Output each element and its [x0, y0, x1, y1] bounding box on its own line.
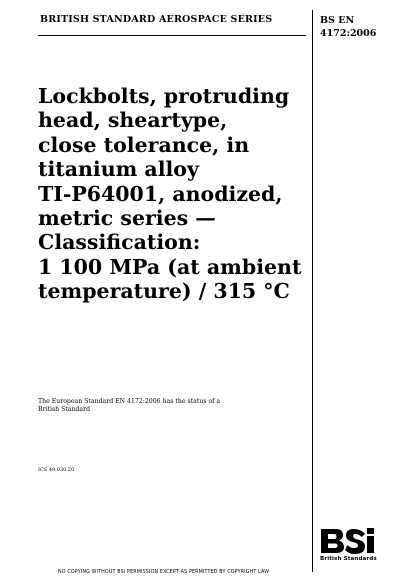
header-rule: [38, 35, 306, 36]
title-line: 1 100 MPa (at ambient: [38, 254, 302, 279]
bsi-logo-letter-s: [345, 529, 365, 554]
title-line: metric series —: [38, 206, 216, 231]
standard-number-line-2: 4172:2006: [320, 28, 377, 39]
title-line: close tolerance, in: [38, 132, 250, 157]
title-line: temperature) / 315 °C: [38, 279, 290, 304]
bsi-logo-letter-i-stem: [367, 536, 374, 553]
title-line: Lockbolts, protruding: [38, 84, 290, 108]
series-title: BRITISH STANDARD AEROSPACE SERIES: [40, 14, 273, 25]
ics-code: ICS 49.030.20: [38, 467, 75, 473]
bsi-name: British Standards: [320, 556, 377, 562]
status-line-2: British Standard: [38, 406, 91, 413]
title-line: titanium alloy: [38, 157, 199, 182]
title-line: TI-P64001, anodized,: [38, 181, 283, 206]
title-line: Classification:: [38, 230, 201, 255]
copyright-notice: NO COPYING WITHOUT BSI PERMISSION EXCEPT AS PERMITTED BY COPYRIGHT LAW: [58, 570, 270, 575]
status-line-1: The European Standard EN 4172:2006 has the status of a: [38, 398, 221, 405]
vertical-rule: [312, 10, 313, 572]
title-line: head, sheartype,: [38, 108, 228, 133]
status-statement: [38, 398, 278, 414]
standard-number: [320, 14, 376, 40]
bsi-logo: [319, 525, 385, 573]
bsi-logo-letter-i-dot: [367, 528, 374, 534]
bsi-logo-letter-b: [321, 529, 344, 553]
standard-number-line-1: BS EN: [320, 15, 355, 26]
document-title: [38, 84, 308, 304]
